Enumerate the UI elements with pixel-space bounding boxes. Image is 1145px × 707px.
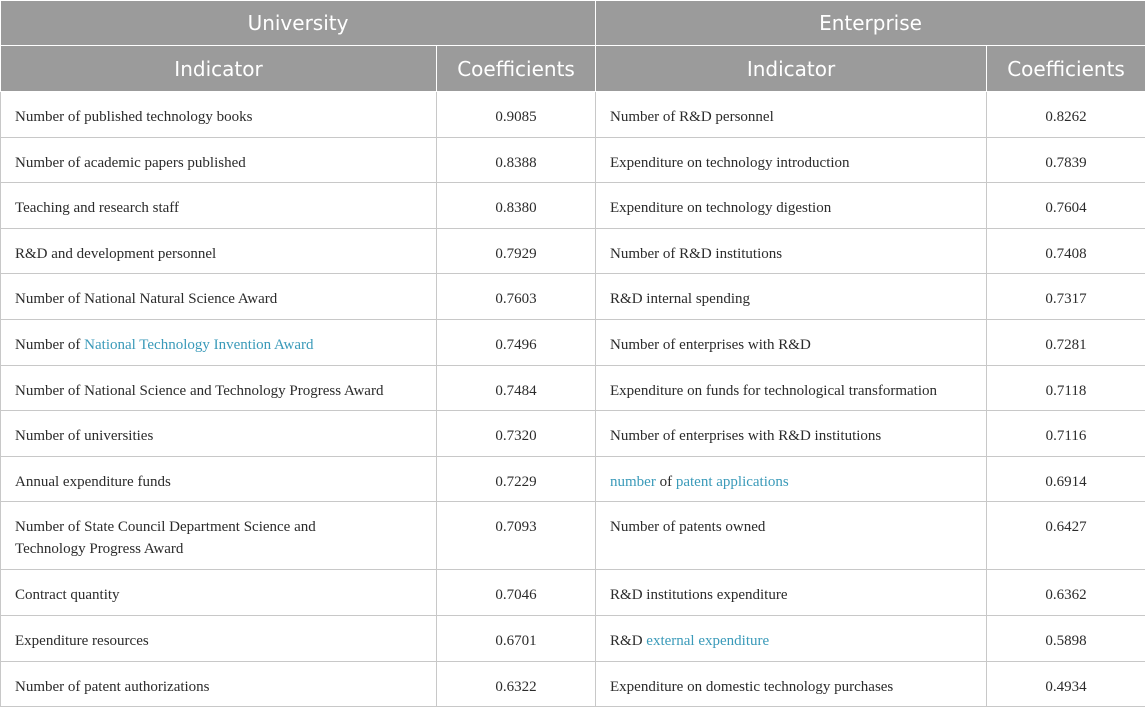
indicator-text: R&D: [610, 632, 647, 649]
university-indicator-header: Indicator: [1, 46, 437, 92]
indicator-text-line2: Technology Progress Award: [15, 541, 184, 558]
university-group-header: University: [1, 1, 596, 46]
university-coefficient: 0.7496: [437, 319, 596, 365]
university-coefficient: 0.8388: [437, 137, 596, 183]
enterprise-coefficient: 0.5898: [987, 615, 1145, 661]
enterprise-indicator: Expenditure on technology digestion: [596, 183, 987, 229]
enterprise-coefficient: 0.6427: [987, 502, 1145, 570]
university-coefficient: 0.7320: [437, 411, 596, 457]
university-coefficient: 0.6322: [437, 661, 596, 707]
enterprise-indicator: Expenditure on domestic technology purchases: [596, 661, 987, 707]
university-indicator: Number of universities: [1, 411, 437, 457]
enterprise-indicator: Number of R&D institutions: [596, 228, 987, 274]
enterprise-indicator-header: Indicator: [596, 46, 987, 92]
university-indicator: Number of National Science and Technology Progress Award: [1, 365, 437, 411]
column-header-row: [1, 46, 1145, 92]
enterprise-indicator: Expenditure on technology introduction: [596, 137, 987, 183]
university-indicator: Annual expenditure funds: [1, 456, 437, 502]
table-row: [1, 365, 1145, 411]
table-row: [1, 456, 1145, 502]
enterprise-coefficient: 0.7317: [987, 274, 1145, 320]
group-header-row: [1, 1, 1145, 46]
enterprise-coefficients-header: Coefficients: [987, 46, 1145, 92]
enterprise-coefficient: 0.4934: [987, 661, 1145, 707]
university-indicator: Number of National Natural Science Award: [1, 274, 437, 320]
university-coefficients-header: Coefficients: [437, 46, 596, 92]
university-coefficient: 0.6701: [437, 615, 596, 661]
enterprise-coefficient: 0.7839: [987, 137, 1145, 183]
external-expenditure-link[interactable]: external expenditure: [646, 632, 770, 649]
enterprise-coefficient: 0.7408: [987, 228, 1145, 274]
university-indicator: Number of academic papers published: [1, 137, 437, 183]
enterprise-indicator: Number of enterprises with R&D institutions: [596, 411, 987, 457]
enterprise-indicator: Number of R&D personnel: [596, 92, 987, 138]
indicator-text-line1: Number of State Council Department Science and: [15, 519, 316, 536]
enterprise-group-header: Enterprise: [596, 1, 1145, 46]
enterprise-indicator: [596, 456, 987, 502]
table-row: [1, 274, 1145, 320]
enterprise-coefficient: 0.6362: [987, 570, 1145, 616]
university-indicator: [1, 319, 437, 365]
university-coefficient: 0.7229: [437, 456, 596, 502]
table-row: [1, 92, 1145, 138]
university-indicator: Number of published technology books: [1, 92, 437, 138]
table-row: [1, 319, 1145, 365]
enterprise-indicator: [596, 615, 987, 661]
table-row: [1, 411, 1145, 457]
table-row: [1, 137, 1145, 183]
enterprise-coefficient: 0.7118: [987, 365, 1145, 411]
university-coefficient: 0.7046: [437, 570, 596, 616]
university-indicator: [1, 502, 437, 570]
university-coefficient: 0.7093: [437, 502, 596, 570]
enterprise-indicator: R&D institutions expenditure: [596, 570, 987, 616]
indicator-text: of: [655, 473, 676, 490]
table-row: [1, 570, 1145, 616]
enterprise-indicator: Number of patents owned: [596, 502, 987, 570]
national-technology-invention-award-link[interactable]: National Technology Invention Award: [84, 336, 314, 353]
university-indicator: Teaching and research staff: [1, 183, 437, 229]
university-coefficient: 0.7929: [437, 228, 596, 274]
university-coefficient: 0.7484: [437, 365, 596, 411]
university-coefficient: 0.8380: [437, 183, 596, 229]
university-indicator: R&D and development personnel: [1, 228, 437, 274]
patent-applications-link[interactable]: patent applications: [675, 473, 789, 490]
enterprise-indicator: R&D internal spending: [596, 274, 987, 320]
enterprise-coefficient: 0.7281: [987, 319, 1145, 365]
enterprise-coefficient: 0.8262: [987, 92, 1145, 138]
university-coefficient: 0.9085: [437, 92, 596, 138]
table-row: [1, 183, 1145, 229]
number-link[interactable]: number: [610, 473, 656, 490]
table-row: [1, 615, 1145, 661]
university-indicator: Number of patent authorizations: [1, 661, 437, 707]
enterprise-coefficient: 0.6914: [987, 456, 1145, 502]
enterprise-coefficient: 0.7604: [987, 183, 1145, 229]
university-indicator: Contract quantity: [1, 570, 437, 616]
enterprise-indicator: Expenditure on funds for technological transformation: [596, 365, 987, 411]
table-row: [1, 661, 1145, 707]
university-coefficient: 0.7603: [437, 274, 596, 320]
enterprise-indicator: Number of enterprises with R&D: [596, 319, 987, 365]
table-row: [1, 502, 1145, 570]
indicator-text: Number of: [15, 336, 85, 353]
enterprise-coefficient: 0.7116: [987, 411, 1145, 457]
table-row: [1, 228, 1145, 274]
university-indicator: Expenditure resources: [1, 615, 437, 661]
